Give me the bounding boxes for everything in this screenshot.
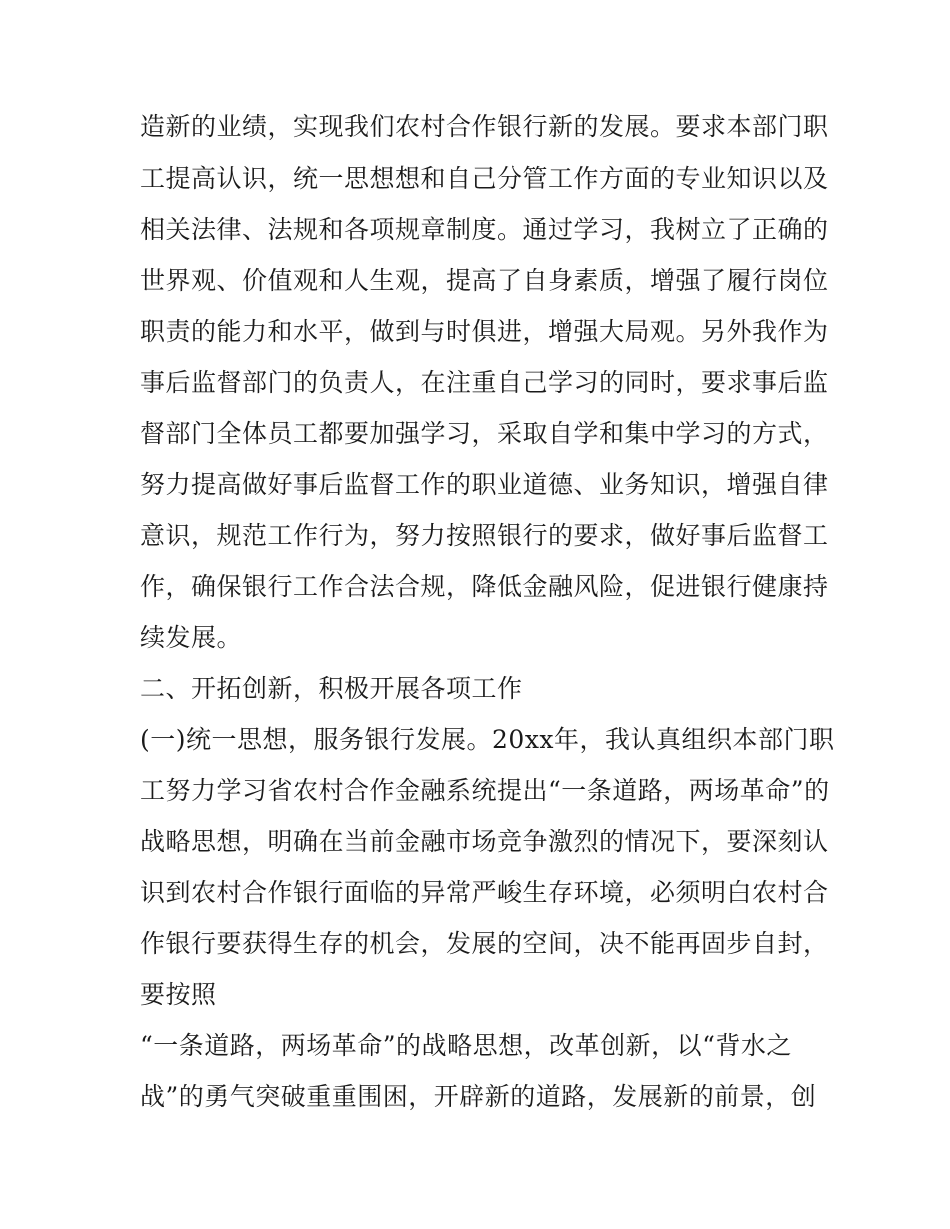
text-line: 世界观、价值观和人生观，提高了自身素质，增强了履行岗位 (140, 266, 829, 295)
text-line: 造新的业绩，实现我们农村合作银行新的发展。要求本部门职 (140, 112, 829, 141)
text-line: 职责的能力和水平，做到与时俱进，增强大局观。另外我作为 (140, 317, 829, 346)
text-line: 作，确保银行工作合法合规，降低金融风险，促进银行健康持 (140, 572, 829, 601)
text-line: 要按照 (140, 980, 217, 1009)
text-line: 努力提高做好事后监督工作的职业道德、业务知识，增强自律 (140, 470, 829, 499)
section-heading: 二、开拓创新，积极开展各项工作 (140, 674, 523, 703)
text-line: 工提高认识，统一思想想和自己分管工作方面的专业知识以及 (140, 164, 829, 193)
text-line: (一)统一思想，服务银行发展。20xx年，我认真组织本部门职 (140, 725, 835, 754)
text-line: 战”的勇气突破重重围困，开辟新的道路，发展新的前景，创 (140, 1082, 817, 1111)
text-line: 相关法律、法规和各项规章制度。通过学习，我树立了正确的 (140, 215, 829, 244)
text-line: 事后监督部门的负责人，在注重自己学习的同时，要求事后监 (140, 368, 829, 397)
text-line: 工努力学习省农村合作金融系统提出“一条道路，两场革命”的 (140, 776, 830, 805)
text-line: “一条道路，两场革命”的战略思想，改革创新，以“背水之 (140, 1031, 792, 1060)
text-line: 作银行要获得生存的机会，发展的空间，决不能再固步自封， (140, 929, 829, 958)
text-line: 意识，规范工作行为，努力按照银行的要求，做好事后监督工 (140, 521, 829, 550)
text-line: 续发展。 (140, 623, 243, 652)
text-line: 识到农村合作银行面临的异常严峻生存环境，必须明白农村合 (140, 878, 829, 907)
text-line: 督部门全体员工都要加强学习，采取自学和集中学习的方式， (140, 419, 829, 448)
text-line: 战略思想，明确在当前金融市场竞争激烈的情况下，要深刻认 (140, 827, 829, 856)
